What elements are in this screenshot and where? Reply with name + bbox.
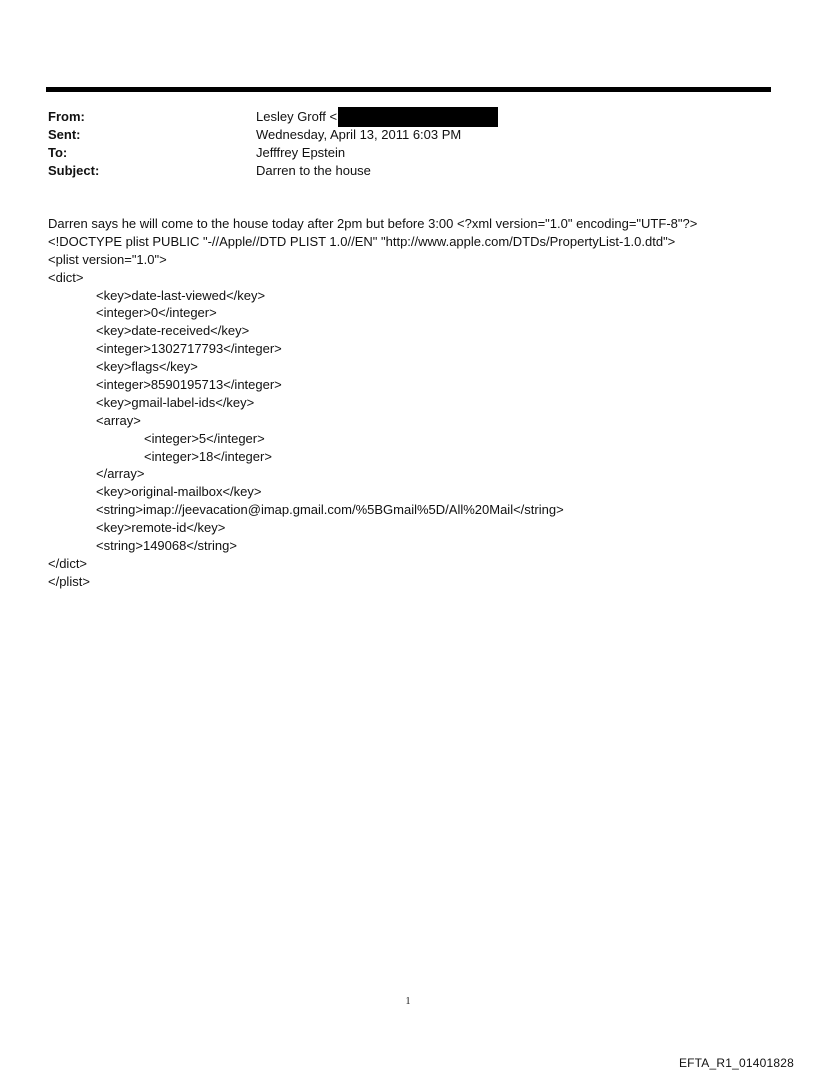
body-line: <array> — [96, 412, 141, 428]
body-line: <string>149068</string> — [96, 538, 237, 554]
body-line: <string>imap://jeevacation@imap.gmail.com/%5BGmail%5D/All%20Mail</string> — [96, 502, 564, 518]
body-line: <key>gmail-label-ids</key> — [96, 394, 255, 410]
body-line: <key>date-last-viewed</key> — [96, 287, 266, 303]
body-line: </plist> — [48, 573, 90, 589]
sent-value: Wednesday, April 13, 2011 6:03 PM — [256, 127, 462, 142]
body-line: <key>remote-id</key> — [96, 520, 226, 536]
subject-value: Darren to the house — [256, 163, 371, 178]
from-row — [48, 108, 748, 126]
subject-label: Subject: — [48, 163, 100, 178]
document-id: EFTA_R1_01401828 — [678, 1056, 794, 1070]
from-value-wrap — [256, 107, 498, 127]
sent-row — [48, 126, 748, 144]
from-label: From: — [48, 109, 85, 124]
body-line: <!DOCTYPE plist PUBLIC "-//Apple//DTD PLIST 1.0//EN" "http://www.apple.com/DTDs/PropertyList-1.0.dtd"> — [48, 233, 676, 249]
body-line: <integer>18</integer> — [144, 448, 272, 464]
body-line: <integer>0</integer> — [96, 305, 217, 321]
to-value: Jefffrey Epstein — [256, 145, 346, 160]
body-line: <integer>1302717793</integer> — [96, 341, 282, 357]
body-line: <key>date-received</key> — [96, 323, 250, 339]
body-line: Darren says he will come to the house today after 2pm but before 3:00 <?xml version="1.0" encoding="UTF-8"?> — [48, 216, 698, 231]
header-divider — [46, 87, 771, 92]
body-line: </dict> — [48, 555, 88, 571]
body-line: <key>flags</key> — [96, 359, 198, 375]
subject-row — [48, 162, 748, 180]
redaction-block — [338, 107, 498, 127]
email-body — [48, 215, 788, 591]
page-number: 1 — [405, 996, 411, 1007]
to-row — [48, 144, 748, 162]
body-line: </array> — [96, 466, 145, 482]
email-header — [48, 108, 748, 180]
body-line: <dict> — [48, 269, 84, 285]
body-line: <integer>5</integer> — [144, 430, 265, 446]
body-line: <key>original-mailbox</key> — [96, 484, 262, 500]
body-line: <plist version="1.0"> — [48, 251, 167, 267]
sent-label: Sent: — [48, 127, 81, 142]
to-label: To: — [48, 145, 68, 160]
from-value: Lesley Groff < — [256, 109, 338, 124]
body-line: <integer>8590195713</integer> — [96, 377, 282, 393]
